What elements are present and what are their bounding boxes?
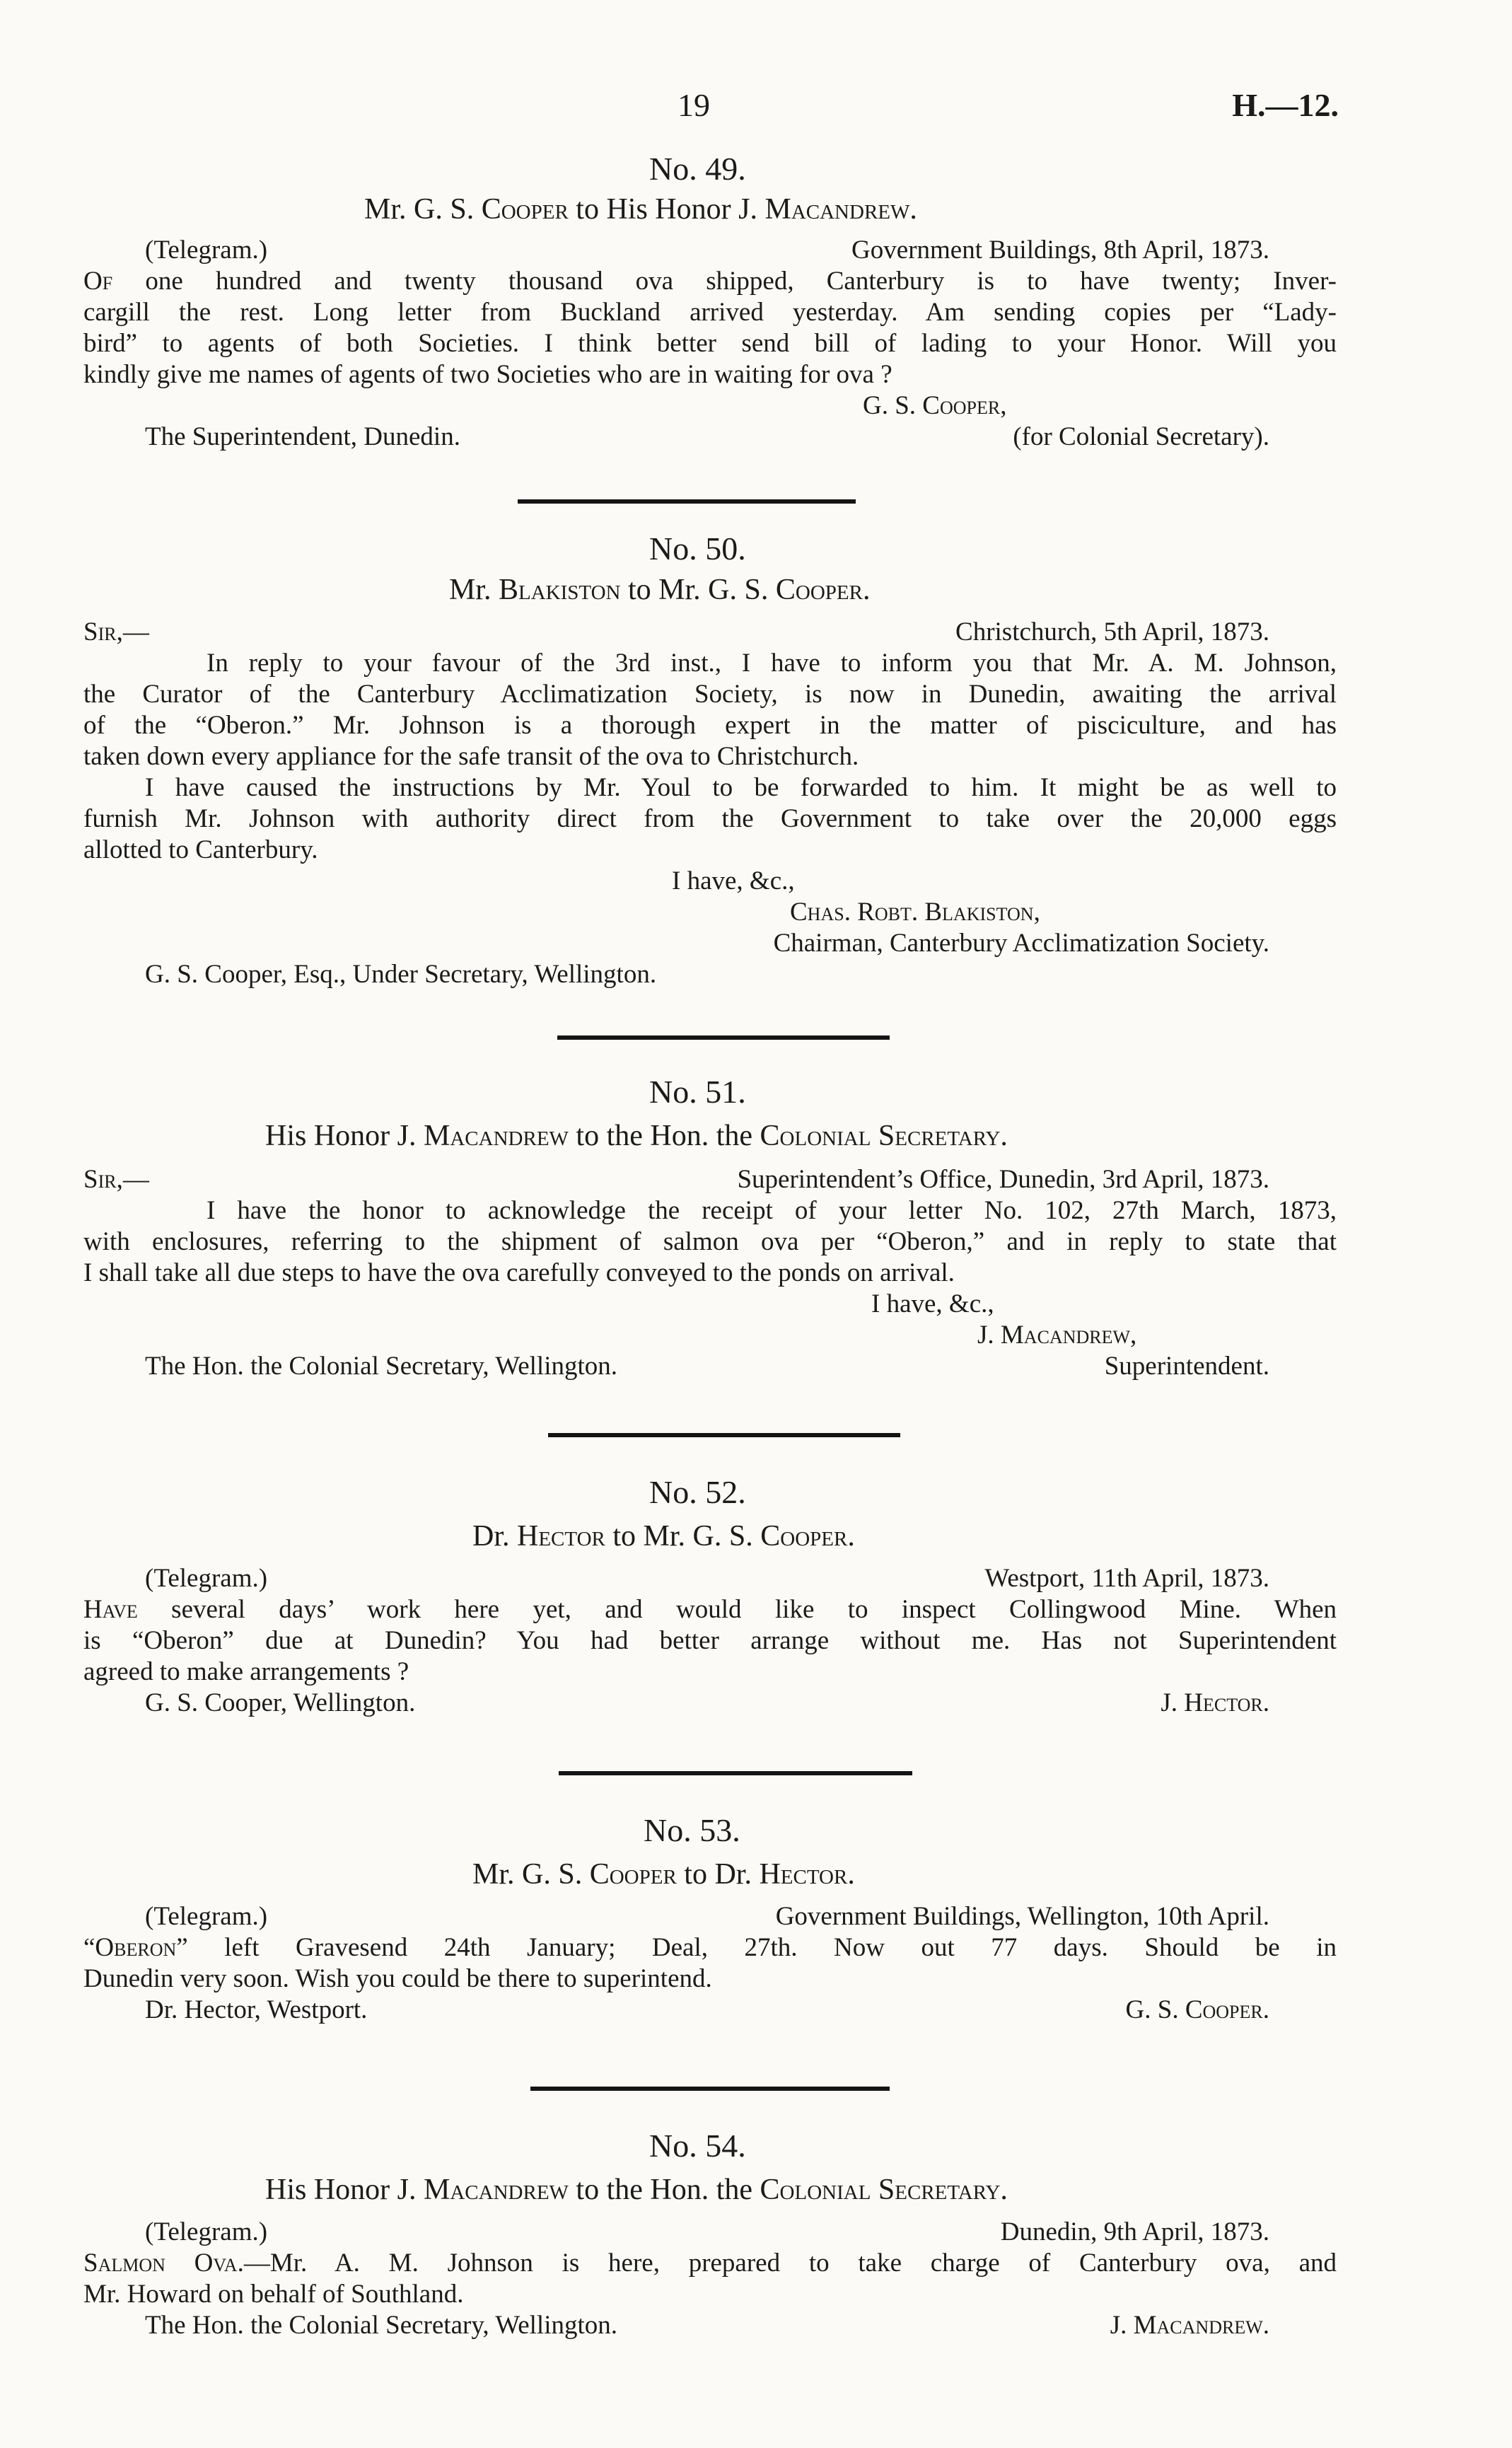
letter-title: His Honor J. Macandrew to the Hon. the Colonial Secretary. [265,1120,1008,1152]
salutation: Sir,— [83,1165,149,1194]
letter-title: Mr. Blakiston to Mr. G. S. Cooper. [449,574,871,606]
place-date: Westport, 11th April, 1873. [984,1564,1269,1593]
addressee: The Superintendent, Dunedin. [145,422,460,451]
addressee: G. S. Cooper, Esq., Under Secretary, Wellington. [145,960,657,989]
signature: J. Hector. [1161,1688,1269,1717]
section-divider [548,1433,900,1437]
signature: G. S. Cooper. [1125,1995,1269,2024]
body-line: Mr. Howard on behalf of Southland. [83,2280,464,2309]
letter-number: No. 49. [649,151,746,187]
signature-role: (for Colonial Secretary). [1013,422,1269,451]
body-line: I have the honor to acknowledge the receipt of your letter No. 102, 27th March, 1873, [207,1196,1337,1225]
body-line: I have caused the instructions by Mr. Youl to be forwarded to him. It might be as well to [145,773,1337,802]
closing: I have, &c., [672,866,795,895]
body-line: In reply to your favour of the 3rd inst., I have to inform you that Mr. A. M. Johnson, [207,649,1337,678]
signature-role: Superintendent. [1104,1352,1269,1381]
body-line: with enclosures, referring to the shipment of salmon ova per “Oberon,” and in reply to state that [83,1227,1337,1256]
letter-title: Dr. Hector to Mr. G. S. Cooper. [472,1520,855,1553]
letter-title: His Honor J. Macandrew to the Hon. the Colonial Secretary. [265,2174,1008,2206]
body-line: agreed to make arrangements ? [83,1657,409,1686]
body-line: allotted to Canterbury. [83,835,318,864]
body-line: Dunedin very soon. Wish you could be there to superintend. [83,1964,712,1993]
letter-number: No. 54. [649,2128,746,2164]
letter-number: No. 50. [649,530,746,567]
body-line: I shall take all due steps to have the ova carefully conveyed to the ponds on arrival. [83,1258,955,1287]
place-date: Dunedin, 9th April, 1873. [1000,2217,1269,2246]
section-divider [518,499,856,504]
closing: I have, &c., [871,1289,994,1318]
telegram-tag: (Telegram.) [145,2217,268,2246]
letter-number: No. 53. [644,1812,740,1848]
letter-title: Mr. G. S. Cooper to Dr. Hector. [472,1858,855,1891]
body-line: Have several days’ work here yet, and would like to inspect Collingwood Mine. When [83,1595,1337,1624]
body-line: bird” to agents of both Societies. I think better send bill of lading to your Honor. Will you [83,329,1337,358]
body-line: the Curator of the Canterbury Acclimatization Society, is now in Dunedin, awaiting the arrival [83,680,1337,709]
signature: Chas. Robt. Blakiston, [790,898,1040,927]
addressee: The Hon. the Colonial Secretary, Wellington. [145,2311,618,2340]
addressee: The Hon. the Colonial Secretary, Wellington. [145,1352,618,1381]
signature-role: Chairman, Canterbury Acclimatization Society. [773,929,1269,958]
body-line: furnish Mr. Johnson with authority direct from the Government to take over the 20,000 eggs [83,804,1337,833]
letter-number: No. 52. [649,1474,746,1510]
place-date: Government Buildings, 8th April, 1873. [851,236,1269,265]
telegram-tag: (Telegram.) [145,236,268,265]
addressee: G. S. Cooper, Wellington. [145,1688,416,1717]
document-reference: H.—12. [1232,87,1339,123]
page-number: 19 [678,87,710,123]
letter-number: No. 51. [649,1074,746,1110]
body-line: taken down every appliance for the safe transit of the ova to Christchurch. [83,742,859,771]
body-line: kindly give me names of agents of two Societies who are in waiting for ova ? [83,360,892,389]
addressee: Dr. Hector, Westport. [145,1995,368,2024]
body-line: “Oberon” left Gravesend 24th January; Deal, 27th. Now out 77 days. Should be in [83,1933,1337,1962]
telegram-tag: (Telegram.) [145,1902,268,1931]
body-line: of the “Oberon.” Mr. Johnson is a thorough expert in the matter of pisciculture, and has [83,711,1337,740]
section-divider [557,1036,890,1040]
body-line: Of one hundred and twenty thousand ova shipped, Canterbury is to have twenty; Inver- [83,267,1337,296]
place-date: Superintendent’s Office, Dunedin, 3rd April, 1873. [737,1165,1269,1194]
salutation: Sir,— [83,617,149,646]
signature: J. Macandrew. [1110,2311,1269,2340]
section-divider [530,2087,890,2091]
body-line: Salmon Ova.—Mr. A. M. Johnson is here, prepared to take charge of Canterbury ova, and [83,2249,1337,2278]
body-line: is “Oberon” due at Dunedin? You had better arrange without me. Has not Superintendent [83,1626,1337,1655]
signature: G. S. Cooper, [863,391,1007,420]
section-divider [559,1771,912,1775]
place-date: Christchurch, 5th April, 1873. [955,617,1269,646]
body-line: cargill the rest. Long letter from Buckland arrived yesterday. Am sending copies per “Lady- [83,298,1337,327]
letter-title: Mr. G. S. Cooper to His Honor J. Macandrew. [364,193,917,226]
signature: J. Macandrew, [977,1321,1137,1350]
telegram-tag: (Telegram.) [145,1564,268,1593]
place-date: Government Buildings, Wellington, 10th April. [775,1902,1269,1931]
